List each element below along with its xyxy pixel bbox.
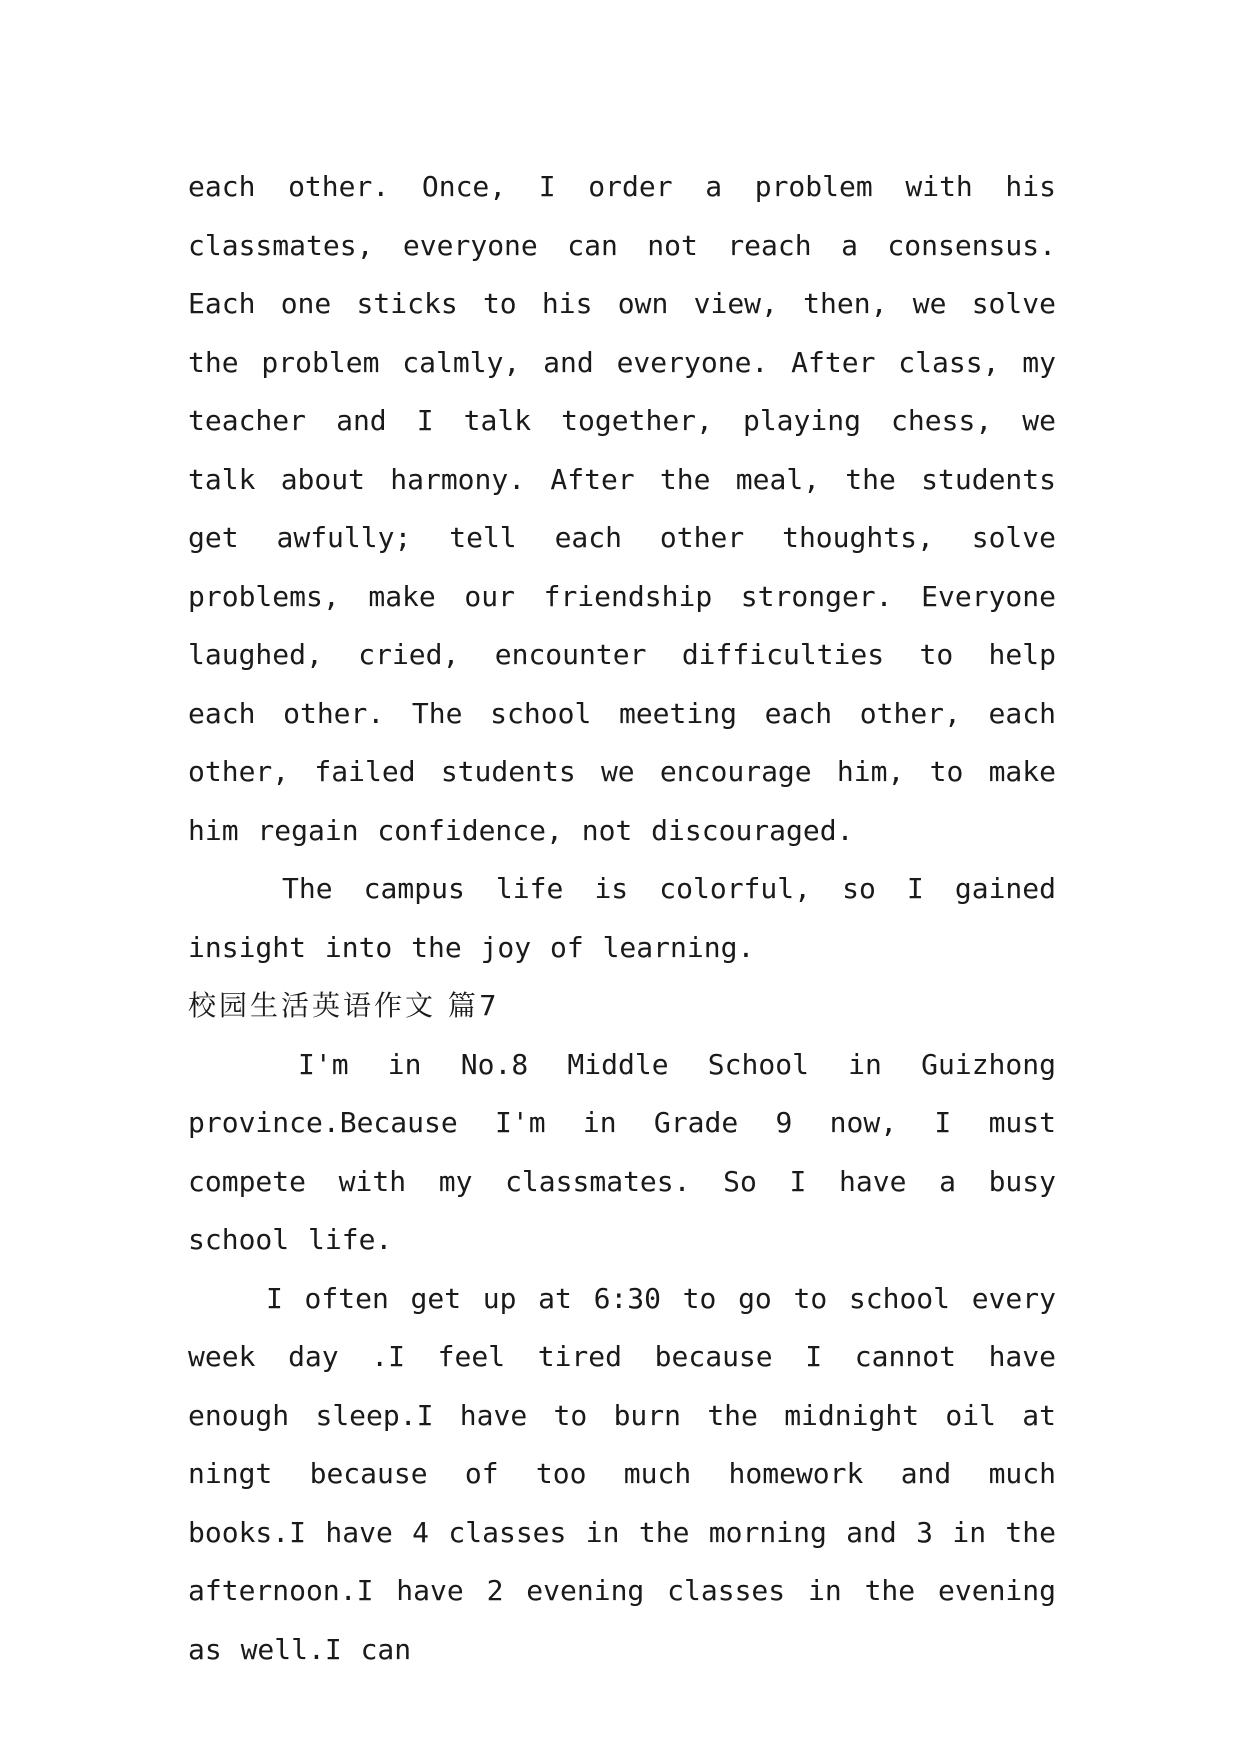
paragraph-school-intro: I'm in No.8 Middle School in Guizhong province.Because I'm in Grade 9 now, I must compete with my classmates. So I have a busy school life. — [188, 1047, 1056, 1256]
paragraph-daily-routine: I often get up at 6:30 to go to school every week day .I feel tired because I cannot have enough sleep.I have to burn the midnight oil at ningt because of too much homework and much books.I have 4 classes in the morning and 3 in the afternoon.I have 2 evening classes in the evening as well.I can — [188, 1281, 1056, 1666]
paragraph-campus-life: The campus life is colorful, so I gained insight into the joy of learning. — [188, 872, 1056, 964]
section-heading: 校园生活英语作文 篇7 — [188, 989, 500, 1022]
paragraph-harmony: each other. Once, I order a problem with his classmates, everyone can not reach a consensus. Each one sticks to his own view, then, we solve the problem calmly, and everyone. After class, my teacher and I talk together, playing chess, we talk about harmony. After the meal, the students get awfully; tell each other thoughts, solve problems, make our friendship stronger. Everyone laughed, cried, encounter difficulties to help each other. The school meeting each other, each other, failed students we encourage him, to make him regain confidence, not discouraged. — [188, 170, 1056, 847]
document-body — [188, 158, 1056, 1679]
